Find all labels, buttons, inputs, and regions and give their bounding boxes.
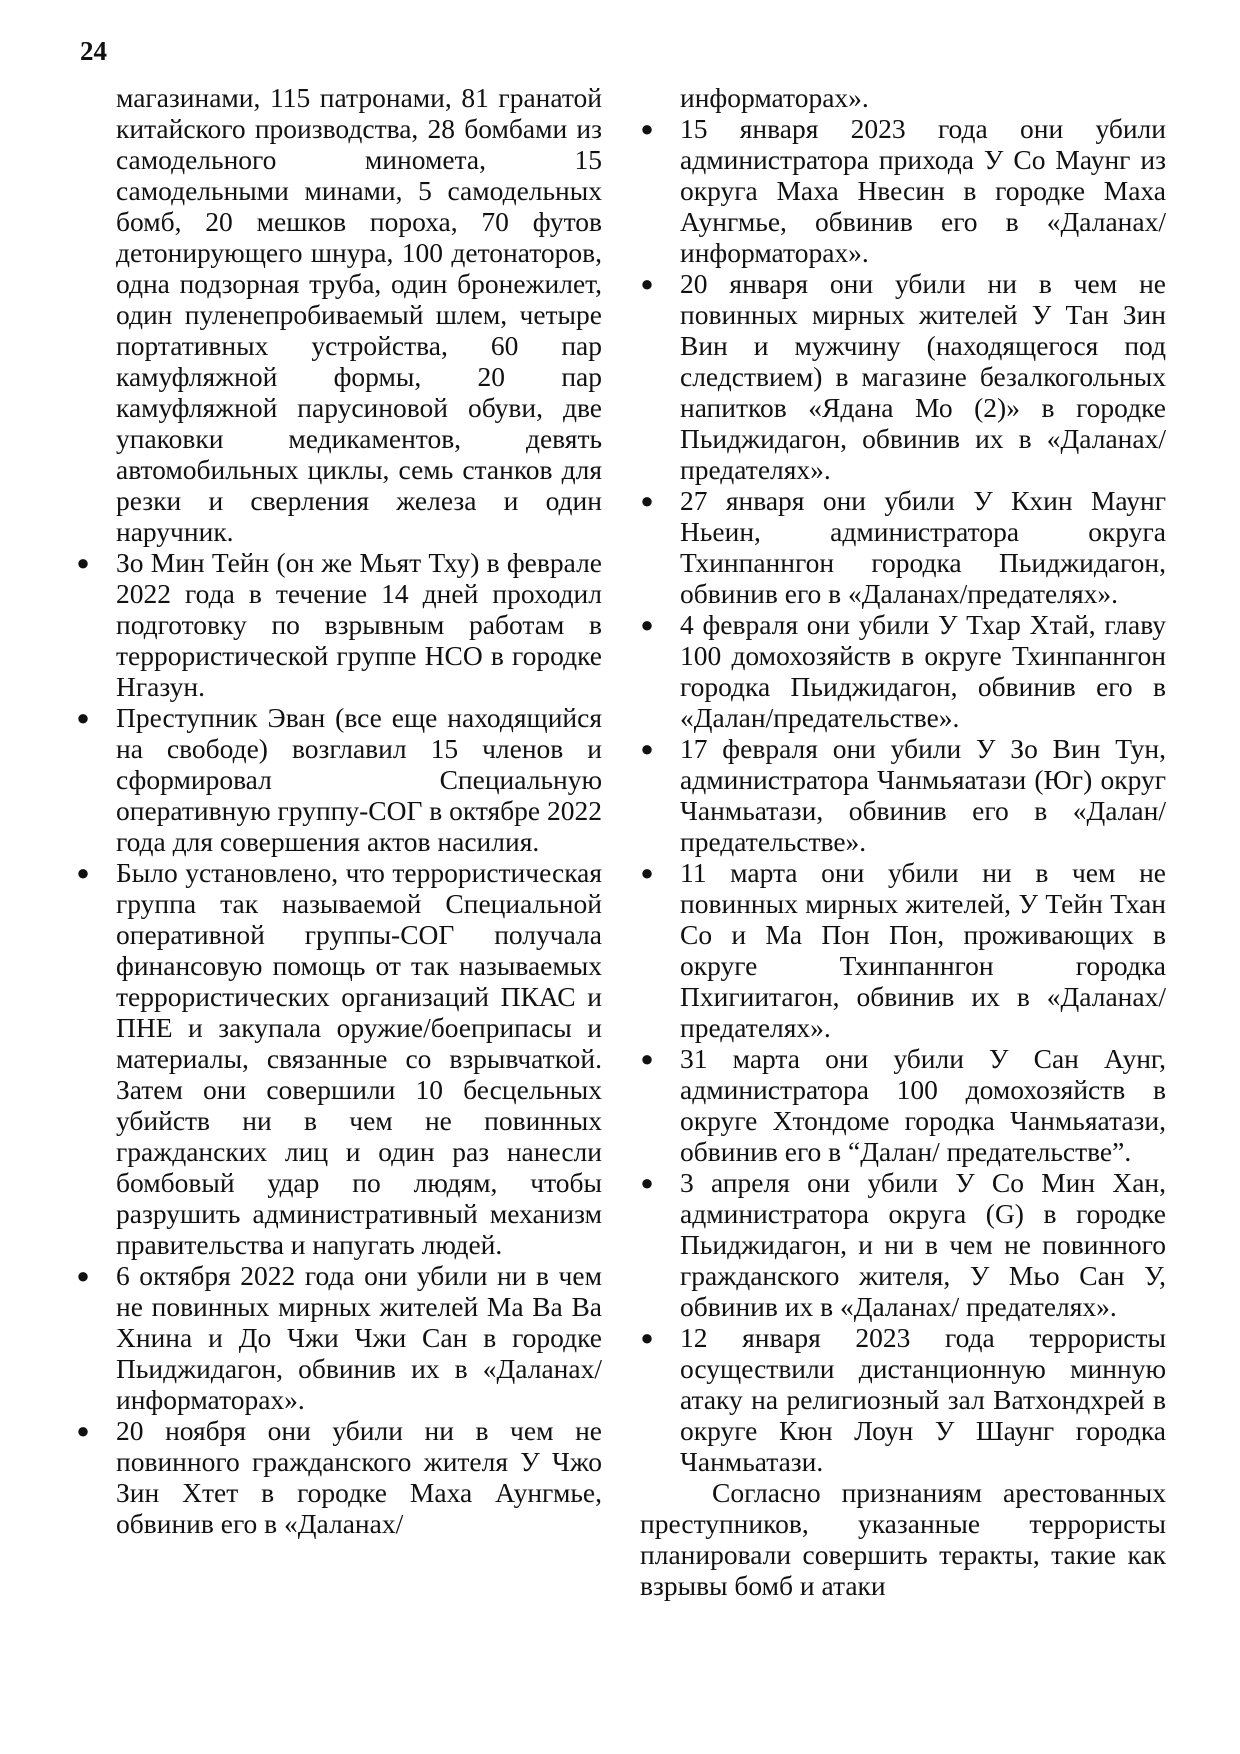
bullet-icon: ● [640, 612, 654, 637]
list-item [640, 113, 1166, 268]
list-item [640, 733, 1166, 857]
list-item [76, 547, 602, 702]
list-item-text: 17 февраля они убили У Зо Вин Тун, администратора Чанмьяатази (Юг) округ Чанмьатази, обвинив его в «Далан/предательстве». [680, 733, 1166, 857]
bullet-icon: ● [640, 116, 654, 141]
list-item [76, 1415, 602, 1539]
bullet-icon: ● [76, 705, 90, 730]
bullet-icon: ● [640, 1046, 654, 1071]
list-item [640, 1322, 1166, 1477]
list-item-text: Преступник Эван (все еще находящийся на свободе) возглавил 15 членов и сформировал Специальную оперативную группу-СОГ в октябре 2022 года для совершения актов насилия. [116, 702, 602, 857]
bullet-icon: ● [76, 1418, 90, 1443]
list-item [76, 1260, 602, 1415]
bullet-icon: ● [640, 736, 654, 761]
list-item-text: 31 марта они убили У Сан Аунг, администратора 100 домохозяйств в округе Хтондоме городка Чанмьяатази, обвинив его в “Далан/ предательстве”. [680, 1043, 1166, 1167]
left-column [76, 82, 602, 1539]
list-item-text: 27 января они убили У Кхин Маунг Ньеин, администратора округа Тхинпаннгон городка Пьиджидагон, обвинив его в «Даланах/предателях». [680, 485, 1166, 609]
continuation-paragraph: магазинами, 115 патронами, 81 гранатой китайского производства, 28 бомбами из самодельного миномета, 15 самодельными минами, 5 самодельных бомб, 20 мешков пороха, 70 футов детонирующего шнура, 100 детонаторов, одна подзорная труба, один бронежилет, один пуленепробиваемый шлем, четыре портативных устройства, 60 пар камуфляжной формы, 20 пар камуфляжной парусиновой обуви, две упаковки медикаментов, девять автомобильных циклы, семь станков для резки и сверления железа и один наручник. [116, 82, 602, 547]
list-item [640, 857, 1166, 1043]
continuation-paragraph: информаторах». [680, 82, 869, 113]
bullet-icon: ● [640, 860, 654, 885]
list-item-text: 4 февраля они убили У Тхар Хтай, главу 100 домохозяйств в округе Тхинпаннгон городка Пьиджидагон, обвинив его в «Далан/предательстве». [680, 609, 1166, 733]
list-item [640, 1043, 1166, 1167]
bullet-icon: ● [76, 550, 90, 575]
list-item [76, 857, 602, 1260]
bullet-icon: ● [76, 1263, 90, 1288]
list-item-text: 12 января 2023 года террористы осуществили дистанционную минную атаку на религиозный зал Ватхондхрей в округе Кюн Лоун У Шаунг городка Чанмьатази. [680, 1322, 1166, 1477]
list-item-text: 20 ноября они убили ни в чем не повинного гражданского жителя У Чжо Зин Хтет в городке Маха Аунгмье, обвинив его в «Даланах/ [116, 1415, 602, 1539]
list-item [640, 1167, 1166, 1322]
list-item-text: 15 января 2023 года они убили администратора прихода У Со Маунг из округа Маха Нвесин в городке Маха Аунгмье, обвинив его в «Даланах/информаторах». [680, 113, 1166, 268]
list-item-text: Было установлено, что террористическая группа так называемой Специальной оперативной группы-СОГ получала финансовую помощь от так называемых террористических организаций ПКАС и ПНЕ и закупала оружие/боеприпасы и материалы, связанные со взрывчаткой. Затем они совершили 10 бесцельных убийств ни в чем не повинных гражданских лиц и один раз нанесли бомбовый удар по людям, чтобы разрушить административный механизм правительства и напугать людей. [116, 857, 602, 1260]
list-item [76, 702, 602, 857]
list-item [640, 268, 1166, 485]
bullet-icon: ● [640, 488, 654, 513]
bullet-icon: ● [640, 271, 654, 296]
list-item-text: 6 октября 2022 года они убили ни в чем не повинных мирных жителей Ма Ва Ва Хнина и До Чжи Чжи Сан в городке Пьиджидагон, обвинив их в «Даланах/информаторах». [116, 1260, 602, 1415]
bullet-icon: ● [76, 860, 90, 885]
page-number: 24 [80, 36, 107, 66]
list-item-text: 3 апреля они убили У Со Мин Хан, администратора округа (G) в городке Пьиджидагон, и ни в чем не повинного гражданского жителя, У Мьо Сан У, обвинив их в «Даланах/ предателях». [680, 1167, 1166, 1322]
list-item-text: Зо Мин Тейн (он же Мьят Тху) в феврале 2022 года в течение 14 дней проходил подготовку по взрывным работам в террористической группе НСО в городке Нгазун. [116, 547, 602, 702]
bullet-icon: ● [640, 1170, 654, 1195]
right-column [640, 82, 1166, 1601]
list-item [640, 609, 1166, 733]
list-item [640, 485, 1166, 609]
list-item-text: 20 января они убили ни в чем не повинных мирных жителей У Тан Зин Вин и мужчину (находящегося под следствием) в магазине безалкогольных напитков «Ядана Мо (2)» в городке Пьиджидагон, обвинив их в «Даланах/предателях». [680, 268, 1166, 485]
bullet-icon: ● [640, 1325, 654, 1350]
list-item-text: 11 марта они убили ни в чем не повинных мирных жителей, У Тейн Тхан Со и Ма Пон Пон, проживающих в округе Тхинпаннгон городка Пхигиитагон, обвинив их в «Даланах/ предателях». [680, 857, 1166, 1043]
closing-paragraph: Согласно признаниям арестованных преступников, указанные террористы планировали совершить теракты, такие как взрывы бомб и атаки [640, 1477, 1166, 1601]
